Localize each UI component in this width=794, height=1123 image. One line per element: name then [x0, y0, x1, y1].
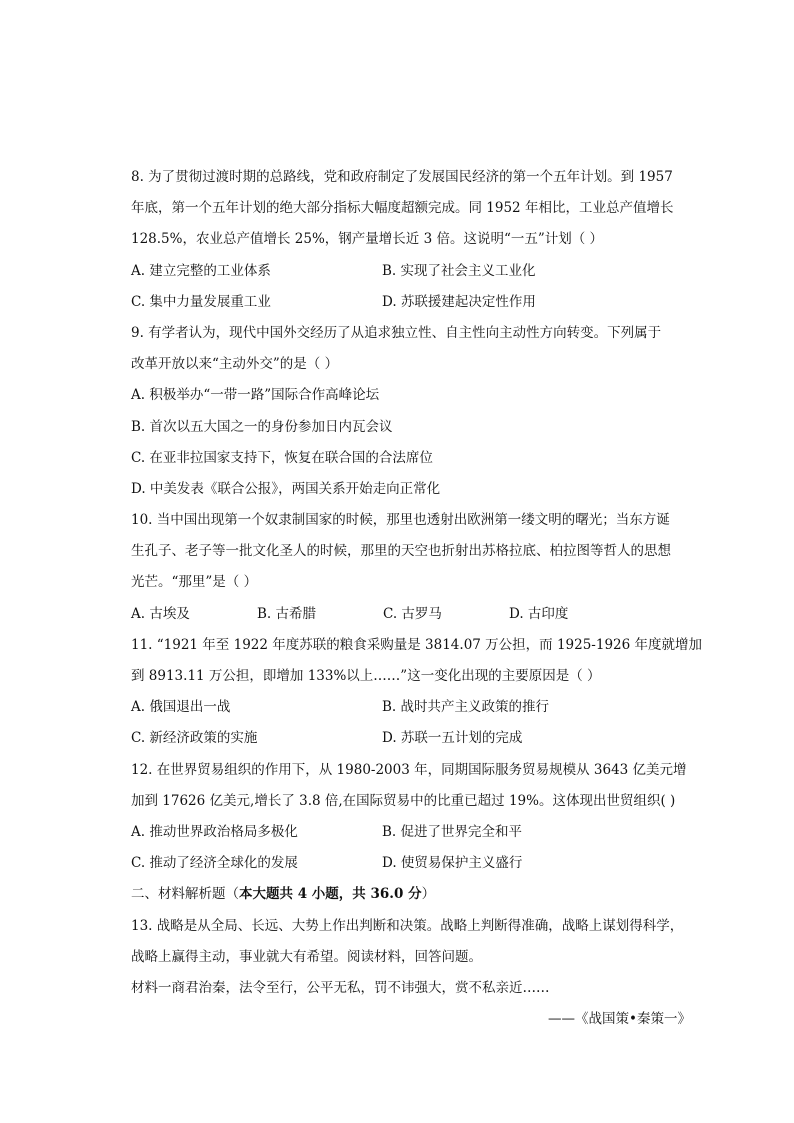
question-11-option-d: D. 苏联一五计划的完成: [382, 730, 523, 747]
question-12-options-row-2: [131, 848, 691, 879]
question-10-options-row: [131, 599, 691, 630]
question-9-stem-line-1: 9. 有学者认为，现代中国外交经历了从追求独立性、自主性向主动性方向转变。下列属于: [131, 324, 662, 341]
question-12-option-a: A. 推动世界政治格局多极化: [131, 823, 298, 840]
question-8-options-row-2: [131, 287, 691, 318]
question-12-option-b: B. 促进了世界完全和平: [382, 823, 523, 840]
question-10-option-a: A. 古埃及: [131, 605, 190, 622]
question-8-option-a: A. 建立完整的工业体系: [131, 262, 271, 279]
question-13: [131, 911, 691, 1036]
question-9-option-a: A. 积极举办“一带一路”国际合作高峰论坛: [131, 387, 380, 404]
question-13-material-1: 材料一商君治秦，法令至行，公平无私，罚不讳强大，赏不私亲近……: [131, 979, 550, 996]
question-8: [131, 162, 691, 318]
question-11-options-row-2: [131, 723, 691, 754]
question-10-option-b: B. 古希腊: [257, 605, 317, 622]
question-12-stem-line-2: 加到 17626 亿美元,增长了 3.8 倍,在国际贸易中的比重已超过 19%。这体现出世贸组织( ): [131, 792, 676, 809]
section-2-heading-prefix: 二、材料解析题（: [131, 886, 239, 903]
question-13-stem-line-2: 战略上赢得主动，事业就大有希望。阅读材料，回答问题。: [131, 948, 482, 965]
question-10-stem-line-1: 10. 当中国出现第一个奴隶制国家的时候，那里也透射出欧洲第一缕文明的曙光；当东方诞: [131, 512, 670, 529]
question-8-stem-line-1: 8. 为了贯彻过渡时期的总路线，党和政府制定了发展国民经济的第一个五年计划。到 1957: [131, 169, 673, 185]
question-9-stem-line-2: 改革开放以来“主动外交”的是（ ）: [131, 356, 339, 373]
question-13-material-source: ——《战国策•秦策一》: [548, 1011, 691, 1028]
question-9-option-b: B. 首次以五大国之一的身份参加日内瓦会议: [131, 418, 393, 435]
question-11-option-b: B. 战时共产主义政策的推行: [382, 699, 550, 716]
question-8-stem-line-2: 年底，第一个五年计划的绝大部分指标大幅度超额完成。同 1952 年相比，工业总产值增长: [131, 200, 674, 217]
question-8-option-d: D. 苏联援建起决定性作用: [382, 293, 536, 310]
question-8-option-b: B. 实现了社会主义工业化: [382, 262, 536, 279]
question-9-option-d: D. 中美发表《联合公报》，两国关系开始走向正常化: [131, 480, 441, 497]
question-10-stem-line-3: 光芒。“那里”是（ ）: [131, 574, 258, 591]
question-8-stem-line-3: 128.5%，农业总产值增长 25%，钢产量增长近 3 倍。这说明“一五”计划（ ）: [131, 231, 604, 248]
exam-page: [131, 162, 703, 1035]
question-11: [131, 630, 703, 755]
question-9-option-c: C. 在亚非拉国家支持下，恢复在联合国的合法席位: [131, 449, 433, 466]
section-2-heading-detail: 本大题共 4 小题，共 36.0 分: [239, 886, 422, 903]
question-12-stem-line-1: 12. 在世界贸易组织的作用下，从 1980-2003 年，同期国际服务贸易规模从 3643 亿美元增: [131, 761, 687, 778]
question-10-stem-line-2: 生孔子、老子等一批文化圣人的时候，那里的天空也折射出苏格拉底、柏拉图等哲人的思想: [131, 543, 671, 560]
question-8-options-row-1: [131, 256, 691, 287]
question-9: [131, 318, 691, 505]
question-10-option-d: D. 古印度: [509, 605, 569, 622]
question-11-option-c: C. 新经济政策的实施: [131, 730, 258, 747]
question-8-option-c: C. 集中力量发展重工业: [131, 293, 271, 310]
question-11-stem-line-2: 到 8913.11 万公担，即增加 133%以上……”这一变化出现的主要原因是（ ）: [131, 668, 601, 684]
question-10: [131, 505, 691, 630]
question-11-options-row-1: [131, 692, 691, 723]
question-12-option-d: D. 使贸易保护主义盛行: [382, 855, 523, 872]
question-13-stem-line-1: 13. 战略是从全局、长远、大势上作出判断和决策。战略上判断得准确，战略上谋划得科学，: [131, 917, 684, 934]
question-11-option-a: A. 俄国退出一战: [131, 699, 231, 716]
section-2-heading: [131, 879, 691, 910]
section-2-heading-suffix: ）: [421, 886, 436, 903]
question-11-stem-line-1: 11. “1921 年至 1922 年度苏联的粮食采购量是 3814.07 万公担，而 1925-1926 年度就增加: [131, 636, 703, 653]
question-12: [131, 755, 691, 880]
question-12-option-c: C. 推动了经济全球化的发展: [131, 855, 298, 872]
question-12-options-row-1: [131, 817, 691, 848]
question-10-option-c: C. 古罗马: [383, 605, 442, 622]
